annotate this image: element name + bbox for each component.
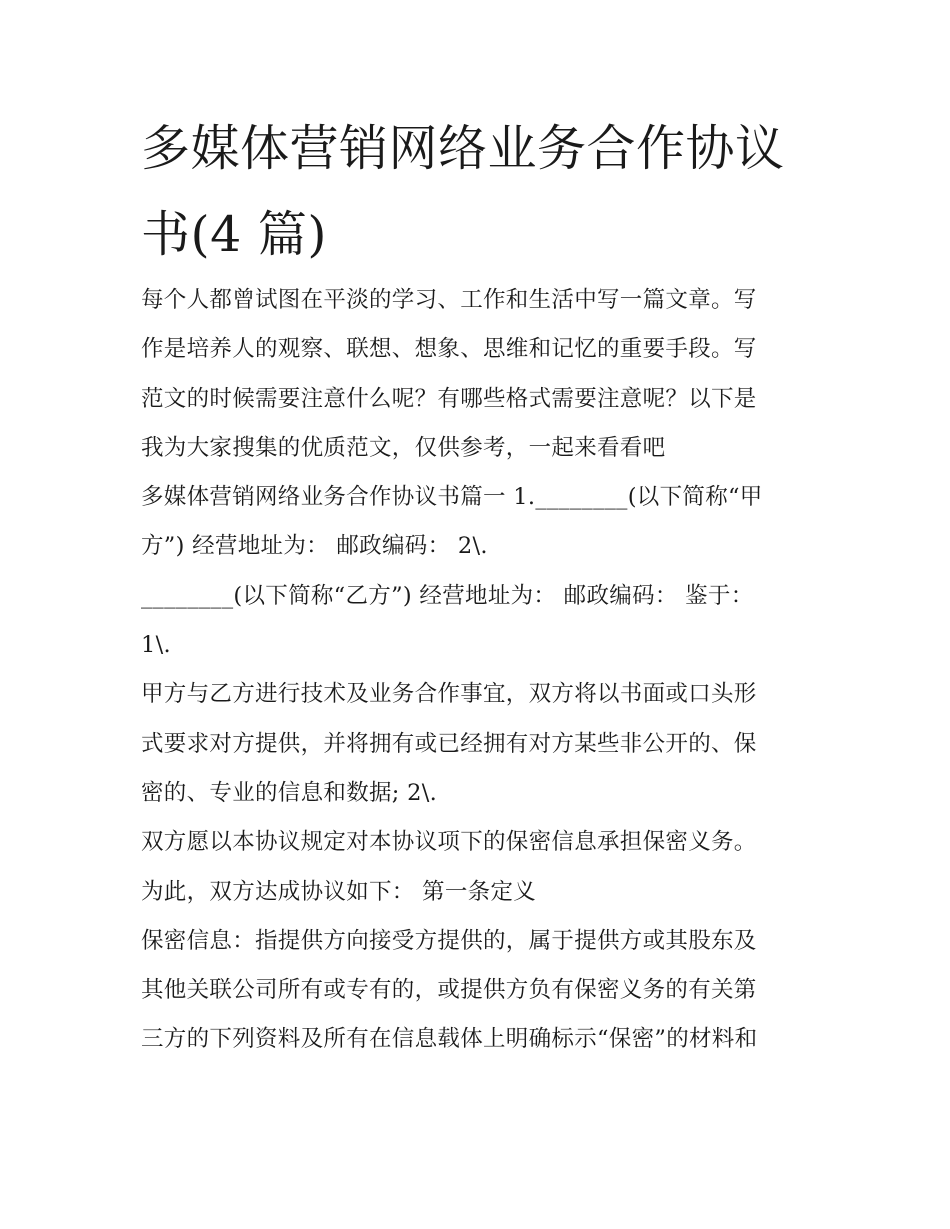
document-body <box>141 276 821 1065</box>
body-line: 我为大家搜集的优质范文，仅供参考，一起来看看吧 <box>141 434 666 461</box>
body-line: 其他关联公司所有或专有的，或提供方负有保密义务的有关第 <box>141 977 757 1004</box>
body-line: 双方愿以本协议规定对本协议项下的保密信息承担保密义务。 <box>141 829 757 856</box>
body-line: 为此，双方达成协议如下： 第一条定义 <box>141 878 537 905</box>
body-line: 密的、专业的信息和数据; 2\. <box>141 779 438 806</box>
body-line: 多媒体营销网络业务合作协议书篇一 1.________(以下简称“甲 <box>141 484 763 511</box>
body-line: 作是培养人的观察、联想、想象、思维和记忆的重要手段。写 <box>141 336 757 363</box>
document-title <box>141 106 821 278</box>
body-line: 方”) 经营地址为： 邮政编码： 2\. <box>141 533 488 560</box>
body-line: ________(以下简称“乙方”) 经营地址为： 邮政编码： 鉴于： <box>141 582 754 609</box>
body-line: 每个人都曾试图在平淡的学习、工作和生活中写一篇文章。写 <box>141 287 757 313</box>
body-line: 甲方与乙方进行技术及业务合作事宜，双方将以书面或口头形 <box>141 681 757 708</box>
body-line: 式要求对方提供，并将拥有或已经拥有对方某些非公开的、保 <box>141 730 757 757</box>
body-line: 1\. <box>141 632 171 659</box>
title-line-1: 多媒体营销网络业务合作协议 <box>141 120 785 177</box>
body-line: 范文的时候需要注意什么呢？有哪些格式需要注意呢？以下是 <box>141 385 757 412</box>
body-line: 三方的下列资料及所有在信息载体上明确标示“保密”的材料和 <box>141 1026 758 1053</box>
title-line-2: 书(4 篇) <box>141 206 327 263</box>
body-line: 保密信息：指提供方向接受方提供的，属于提供方或其股东及 <box>141 927 757 954</box>
